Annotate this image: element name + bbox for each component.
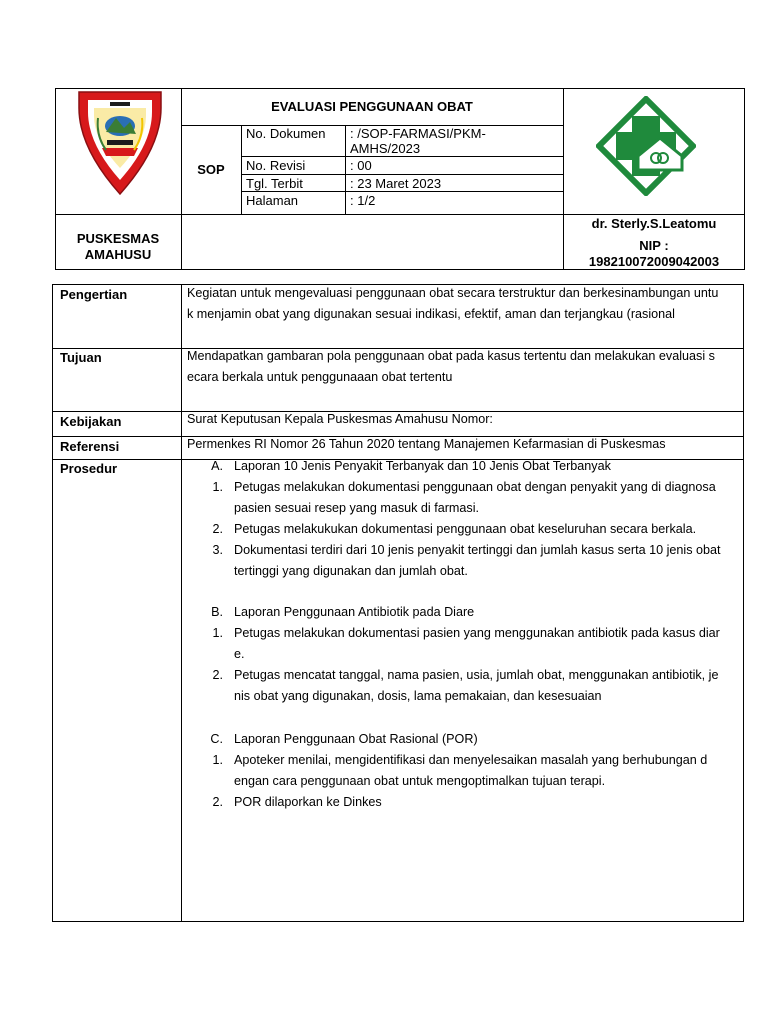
item-number: 1. xyxy=(212,626,223,640)
sop-label: SOP xyxy=(197,162,225,177)
text-line: ecara berkala untuk penggunaaan obat tertentu xyxy=(187,370,453,384)
list-item xyxy=(201,519,741,540)
header-divider xyxy=(181,214,563,215)
item-number: 2. xyxy=(212,668,223,682)
list-item xyxy=(201,750,741,792)
header-divider xyxy=(241,125,242,214)
procedure-group xyxy=(201,729,741,750)
item-text: engan cara penggunaan obat untuk mengoptimalkan tujuan terapi. xyxy=(234,774,606,788)
group-title: Laporan Penggunaan Obat Rasional (POR) xyxy=(234,732,478,746)
list-item xyxy=(201,792,741,813)
org-name: AMAHUSU xyxy=(84,247,152,262)
page-title: EVALUASI PENGGUNAAN OBAT xyxy=(271,99,473,114)
meta-value: : 23 Maret 2023 xyxy=(350,176,442,191)
item-text: Petugas melakukan dokumentasi penggunaan obat dengan penyakit yang di diagnosa xyxy=(234,480,716,494)
city-emblem-icon xyxy=(76,88,164,200)
group-title: Laporan Penggunaan Antibiotik pada Diare xyxy=(234,605,475,619)
org-name: PUSKESMAS xyxy=(76,231,160,246)
list-item xyxy=(201,540,741,582)
section-label: Referensi xyxy=(60,439,120,454)
group-title: Laporan 10 Jenis Penyakit Terbanyak dan 10 Jenis Obat Terbanyak xyxy=(234,459,611,473)
item-text: nis obat yang digunakan, dosis, lama pemakaian, dan kesesuaian xyxy=(234,689,602,703)
item-text: Petugas melakukan dokumentasi pasien yang menggunakan antibiotik pada kasus diar xyxy=(234,626,720,640)
item-number: 2. xyxy=(212,522,223,536)
meta-value: : 1/2 xyxy=(350,193,376,208)
item-text: Petugas mencatat tanggal, nama pasien, usia, jumlah obat, menggunakan antibiotik, je xyxy=(234,668,719,682)
text-line: Mendapatkan gambaran pola penggunaan obat pada kasus tertentu dan melakukan evaluasi s xyxy=(187,349,715,363)
meta-key: Halaman xyxy=(246,193,299,208)
header-divider xyxy=(241,156,563,157)
signatory-name: dr. Sterly.S.Leatomu xyxy=(591,216,717,231)
meta-value: : 00 xyxy=(350,158,372,173)
section-label: Pengertian xyxy=(60,287,128,302)
item-text: Petugas melakukukan dokumentasi penggunaan obat keseluruhan secara berkala. xyxy=(234,522,697,536)
item-text: e. xyxy=(234,647,245,661)
item-text: tertinggi yang digunakan dan jumlah obat. xyxy=(234,564,468,578)
header-divider xyxy=(241,174,563,175)
item-number: 1. xyxy=(212,480,223,494)
list-item xyxy=(201,665,741,707)
procedure-group xyxy=(201,602,741,623)
section-label: Tujuan xyxy=(60,350,102,365)
meta-key: No. Dokumen xyxy=(246,126,326,141)
nip-value: 198210072009042003 xyxy=(588,254,720,269)
text-line: Kegiatan untuk mengevaluasi penggunaan obat secara terstruktur dan berkesinambungan untu xyxy=(187,286,719,300)
text-line: k menjamin obat yang digunakan sesuai indikasi, efektif, aman dan terjangkau (rasional xyxy=(187,307,675,321)
meta-key: No. Revisi xyxy=(246,158,306,173)
header-divider xyxy=(563,214,745,215)
section-text: Surat Keputusan Kepala Puskesmas Amahusu Nomor: xyxy=(187,412,493,426)
group-marker: C. xyxy=(210,732,223,746)
header-divider xyxy=(55,214,181,215)
group-marker: B. xyxy=(211,605,223,619)
item-text: POR dilaporkan ke Dinkes xyxy=(234,795,382,809)
content-divider xyxy=(181,284,182,922)
section-text xyxy=(187,283,739,325)
item-number: 2. xyxy=(212,795,223,809)
section-label: Kebijakan xyxy=(60,414,122,429)
nip-label: NIP : xyxy=(639,238,669,253)
header-divider xyxy=(181,88,182,270)
meta-value: : /SOP-FARMASI/PKM- xyxy=(350,126,486,141)
section-label: Prosedur xyxy=(60,461,118,476)
list-item xyxy=(201,623,741,665)
item-text: pasien sesuai resep yang masuk di farmasi. xyxy=(234,501,480,515)
header-divider xyxy=(345,125,346,214)
header-divider xyxy=(241,191,563,192)
puskesmas-logo-icon xyxy=(596,96,696,196)
meta-key: Tgl. Terbit xyxy=(246,176,303,191)
section-text: Permenkes RI Nomor 26 Tahun 2020 tentang Manajemen Kefarmasian di Puskesmas xyxy=(187,437,666,451)
meta-value: AMHS/2023 xyxy=(350,141,421,156)
item-number: 1. xyxy=(212,753,223,767)
item-text: Apoteker menilai, mengidentifikasi dan menyelesaikan masalah yang berhubungan d xyxy=(234,753,708,767)
item-number: 3. xyxy=(212,543,223,557)
list-item xyxy=(201,477,741,519)
group-marker: A. xyxy=(211,459,223,473)
section-text xyxy=(187,346,739,388)
item-text: Dokumentasi terdiri dari 10 jenis penyakit tertinggi dan jumlah kasus serta 10 jenis obat xyxy=(234,543,721,557)
